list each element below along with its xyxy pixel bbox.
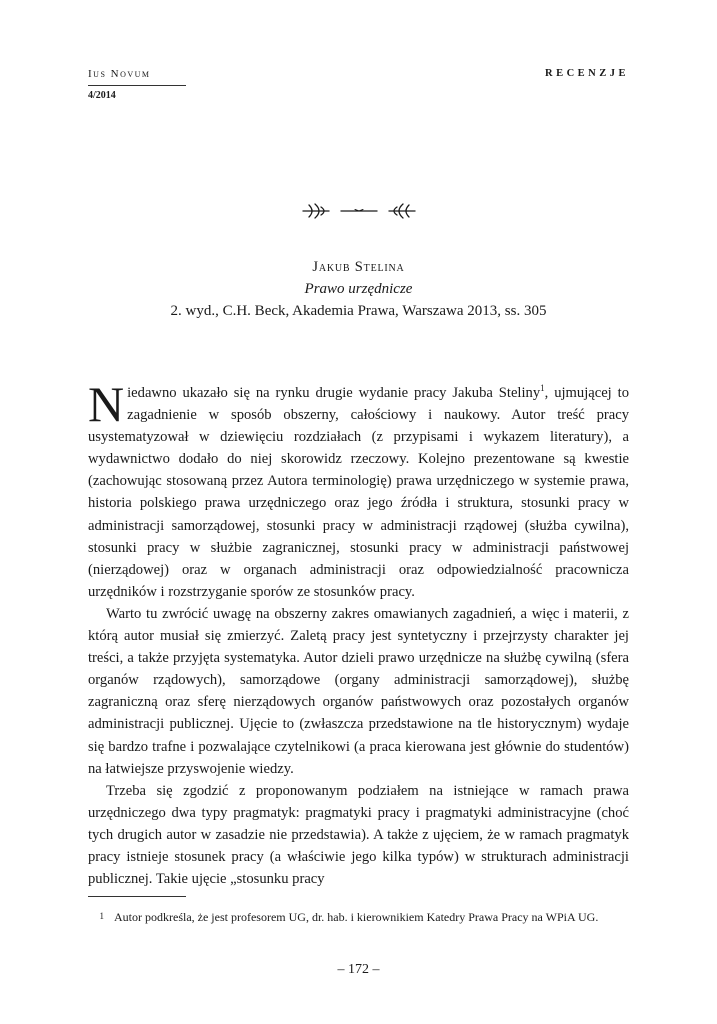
footnote-number: 1 — [99, 911, 104, 921]
footnote — [88, 908, 629, 926]
paragraph-1 — [88, 376, 629, 603]
drop-cap: N — [88, 376, 125, 432]
section-label: RECENZJE — [544, 68, 629, 79]
paragraph-3: Trzeba się zgodzić z proponowanym podziałem na istniejące w ramach prawa urzędniczego dwa typy pragmatyk: pragmatyki pracy i pragmatyki administracyjne (choć tych drugich autor w zasadzie nie przedstawia). A także z ujęciem, że w ramach pragmatyk pracy istnieje stosunek pracy (a właściwie jego kilka typów) w strukturach administracji publicznej. Takie ujęcie „stosunku pracy — [88, 782, 629, 888]
footnote-reference[interactable]: 1 — [540, 383, 545, 394]
paragraph-1-start: iedawno ukazało się na rynku drugie wydanie pracy Jakuba Steliny — [127, 385, 541, 401]
footnote-text: Autor podkreśla, że jest profesorem UG, dr. hab. i kierownikiem Katedry Prawa Pracy na WPiA UG. — [114, 910, 599, 924]
page-number: – 172 – — [337, 962, 380, 977]
footnote-rule — [88, 896, 186, 897]
book-title: Prawo urzędnicze — [304, 281, 413, 297]
header-rule — [88, 85, 186, 86]
reviewed-author: Jakub Stelina — [312, 259, 405, 275]
floral-ornament-icon — [0, 200, 717, 222]
review-heading — [80, 256, 637, 322]
paragraph-2: Warto tu zwrócić uwagę na obszerny zakres omawianych zagadnień, a więc i materii, z którą autor musiał się zmierzyć. Zaletą pracy jest syntetyczny i przejrzysty charakter jej treści, a także przyjęta systematyka. Autor dzieli prawo urzędnicze na służbę cywilną (sfera organów rządowych), samorządowe (organy administracji samorządowej), służbę zagraniczną oraz sferę nierządowych organów państwowych oraz pozostałych organów administracji publicznej. Ujęcie to (zwłaszcza przedstawione na tle historycznym) wydaje się bardzo trafne i pozwalające czytelnikowi (a praca kierowana jest głównie do studentów) na łatwiejsze przyswojenie wiedzy. — [88, 605, 629, 777]
review-body — [88, 376, 629, 890]
journal-name: Ius Novum — [88, 68, 151, 80]
issue-number: 4/2014 — [88, 90, 116, 101]
paragraph-1-rest: , ujmującej to zagadnienie w sposób obszerny, całościowy i naukowy. Autor treść pracy usystematyzował w dziewięciu rozdziałach (z przypisami i wykazem literatury), a wydawnictwo dodało do niej skorowidz rzeczowy. Kolejno prezentowane są kwestie (zachowując stosowaną przez Autora terminologię) prawa urzędniczego w systemie prawa, historia polskiego prawa urzędniczego oraz jego źródła i struktura, stosunki pracy w administracji samorządowej, stosunki pracy w administracji rządowej (służba cywilna), stosunki pracy w służbie zagranicznej, stosunki pracy w administracji państwowej (nierządowej) oraz w organach administracji oraz odpowiedzialność pracownicza urzędników i rozstrzyganie sporów ze stosunków pracy. — [88, 385, 629, 600]
bibliographic-details: 2. wyd., C.H. Beck, Akademia Prawa, Warszawa 2013, ss. 305 — [170, 303, 547, 319]
